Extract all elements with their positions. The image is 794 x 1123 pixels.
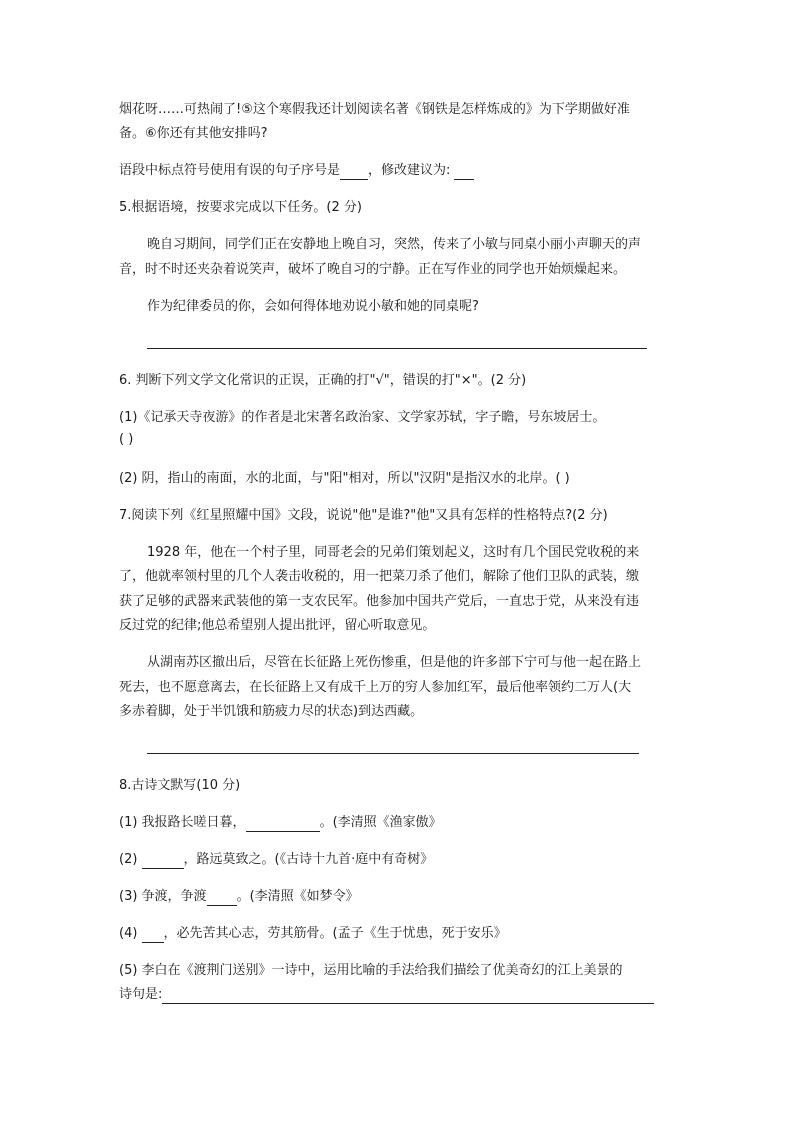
q8-title: 8.古诗文默写(10 分) <box>119 778 241 793</box>
q7-paragraph-1-line-3: 获了足够的武器来武装他的第一支农民军。他参加中国共产党后，一直忠于党，从来没有违 <box>119 594 640 609</box>
q5-answer-line[interactable] <box>147 348 647 349</box>
q8-item-3-prefix: (3) 争渡，争渡 <box>119 889 207 904</box>
q5-prompt: 作为纪律委员的你，会如何得体地劝说小敏和她的同桌呢? <box>147 299 479 314</box>
q7-paragraph-1-line-2: 了，他就率领村里的几个人袭击收税的，用一把菜刀杀了他们，解除了他们卫队的武装，缴 <box>119 569 640 584</box>
intro-line-1: 烟花呀……可热闹了!⑤这个寒假我还计划阅读名著《钢铁是怎样炼成的》为下学期做好准 <box>119 102 630 117</box>
q8-item-3-blank[interactable] <box>207 891 237 906</box>
q7-answer-line[interactable] <box>147 753 639 754</box>
q6-title: 6. 判断下列文学文化常识的正误，正确的打"√"，错误的打"×"。(2 分) <box>119 373 527 388</box>
q8-item-5-prefix: 诗句是: <box>119 987 163 1002</box>
q5-paragraph-line-2: 音，时不时还夹杂着说笑声，破坏了晚自习的宁静。正在写作业的同学也开始烦燥起来。 <box>119 262 627 277</box>
punctuation-question <box>119 162 474 180</box>
q8-item-2-suffix: ，路远莫致之。(《古诗十九首·庭中有奇树》 <box>183 852 434 867</box>
punctuation-question-mid: ，修改建议为: <box>368 163 451 178</box>
q5-title: 5.根据语境，按要求完成以下任务。(2 分) <box>119 200 362 215</box>
q8-item-1-prefix: (1) 我报路长嗟日暮， <box>119 815 246 830</box>
q8-item-4-suffix: ，必先苦其心志，劳其筋骨。(孟子《生于忧患，死于安乐》 <box>163 926 507 941</box>
q7-paragraph-2-line-2: 死去，也不愿意离去，在长征路上又有成千上万的穷人参加红军，最后他率领约二万人(大 <box>119 680 632 695</box>
q8-item-1 <box>119 814 442 832</box>
q8-item-4-prefix: (4) <box>119 926 142 941</box>
q8-item-3 <box>119 888 359 906</box>
answer-blank-sentence-number[interactable] <box>340 165 368 180</box>
q7-paragraph-2-line-1: 从湖南苏区撤出后，尽管在长征路上死伤惨重，但是他的许多部下宁可与他一起在路上 <box>147 655 642 670</box>
q8-item-5-blank[interactable] <box>162 989 654 1004</box>
q7-paragraph-2-line-3: 多赤着脚，处于半饥饿和筋疲力尽的状态)到达西藏。 <box>119 704 424 719</box>
punctuation-question-prefix: 语段中标点符号使用有误的句子序号是 <box>119 163 341 178</box>
q8-item-4-blank[interactable] <box>142 928 164 943</box>
q8-item-1-suffix: 。(李清照《渔家傲》 <box>319 815 442 830</box>
q6-item-2: (2) 阴，指山的南面，水的北面，与"阳"相对，所以"汉阴"是指汉水的北岸。( ) <box>119 471 570 486</box>
q8-item-3-suffix: 。(李清照《如梦令》 <box>236 889 359 904</box>
q8-item-5-line-1: (5) 李白在《渡荆门送别》一诗中，运用比喻的手法给我们描绘了优美奇幻的江上美景的 <box>119 963 623 978</box>
q8-item-2 <box>119 851 433 869</box>
q7-paragraph-1-line-1: 1928 年，他在一个村子里，同哥老会的兄弟们策划起义，这时有几个国民党收税的来 <box>147 545 640 560</box>
q6-item-1-answer-bracket[interactable]: ( ) <box>119 432 134 447</box>
intro-line-2: 备。⑥你还有其他安排吗? <box>119 126 268 141</box>
answer-blank-suggestion[interactable] <box>454 165 474 180</box>
q8-item-2-prefix: (2) <box>119 852 142 867</box>
q7-title: 7.阅读下列《红星照耀中国》文段，说说"他"是谁?"他"又具有怎样的性格特点?(2 分) <box>119 508 608 523</box>
q5-paragraph-line-1: 晚自习期间，同学们正在安静地上晚自习，突然，传来了小敏与同桌小丽小声聊天的声 <box>147 237 642 252</box>
q6-item-1-line-1: (1)《记承天寺夜游》的作者是北宋著名政治家、文学家苏轼，字子瞻，号东坡居士。 <box>119 410 606 425</box>
q8-item-2-blank[interactable] <box>142 854 184 869</box>
q8-item-5-line-2 <box>119 986 654 1004</box>
q8-item-1-blank[interactable] <box>246 817 320 832</box>
q7-paragraph-1-line-4: 反过党的纪律;他总希望别人提出批评，留心听取意见。 <box>119 618 436 633</box>
q8-item-4 <box>119 925 507 943</box>
